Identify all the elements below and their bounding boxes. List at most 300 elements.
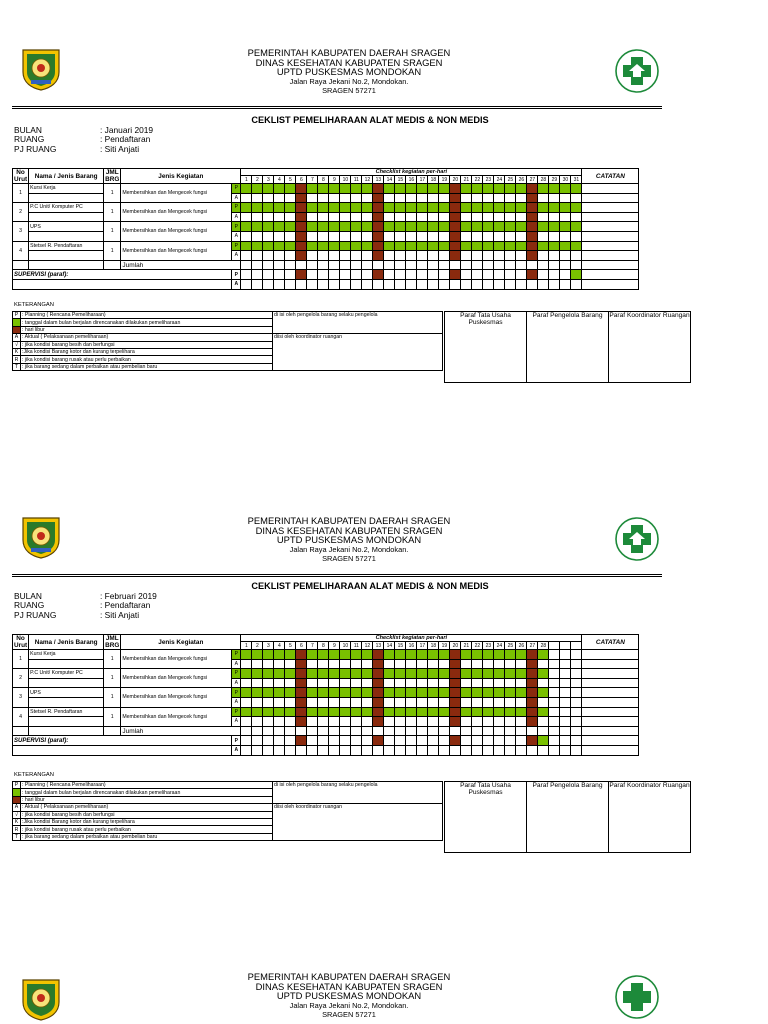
day-cell (241, 697, 252, 707)
catatan-cell (582, 678, 639, 688)
day-cell (340, 669, 351, 679)
day-cell (362, 736, 373, 746)
item-qty: 1 (104, 184, 121, 203)
day-cell (505, 707, 516, 717)
day-cell (461, 184, 472, 194)
day-cell (516, 697, 527, 707)
catatan-cell (582, 222, 639, 232)
day-cell (263, 669, 274, 679)
day-cell (439, 231, 450, 241)
day-cell (373, 650, 384, 660)
day-cell (395, 736, 406, 746)
day-cell (560, 726, 571, 736)
day-cell (296, 707, 307, 717)
day-cell (527, 697, 538, 707)
legend-symbol (13, 789, 21, 796)
day-cell (406, 659, 417, 669)
day-cell (351, 717, 362, 727)
day-cell (527, 222, 538, 232)
day-cell (274, 726, 285, 736)
day-cell (560, 212, 571, 222)
pj-label: PJ RUANG (14, 609, 57, 620)
day-cell (571, 193, 582, 203)
day-cell (472, 678, 483, 688)
day-cell (351, 279, 362, 289)
day-cell (296, 193, 307, 203)
jumlah-label: Jumlah (121, 726, 241, 736)
plan-marker: P (232, 184, 241, 194)
note-p: di isi oleh pengelola barang selaku pengelola (273, 312, 443, 334)
day-cell (538, 260, 549, 270)
day-number: 14 (384, 642, 395, 650)
day-cell (560, 650, 571, 660)
item-name: Kursi Kerja (29, 184, 104, 194)
day-cell (450, 650, 461, 660)
day-cell (362, 688, 373, 698)
day-cell (417, 697, 428, 707)
blank (29, 260, 104, 270)
day-number: 7 (307, 642, 318, 650)
day-cell (384, 193, 395, 203)
day-cell (516, 231, 527, 241)
day-cell (527, 193, 538, 203)
day-cell (362, 270, 373, 280)
day-cell (263, 184, 274, 194)
day-cell (538, 650, 549, 660)
day-cell (274, 659, 285, 669)
day-cell (395, 241, 406, 251)
day-cell (483, 736, 494, 746)
day-cell (472, 184, 483, 194)
day-cell (406, 241, 417, 251)
day-cell (428, 678, 439, 688)
day-cell (241, 203, 252, 213)
day-cell (285, 260, 296, 270)
day-cell (472, 279, 483, 289)
day-number: 25 (505, 176, 516, 184)
day-cell (406, 251, 417, 261)
day-cell (373, 203, 384, 213)
item-no: 3 (13, 688, 29, 707)
day-number: 7 (307, 176, 318, 184)
item-activity: Membersihkan dan Mengecek fungsi (121, 222, 232, 241)
paraf-heading: Paraf Pengelola Barang (527, 782, 609, 797)
item-name-blank (29, 717, 104, 727)
day-cell (560, 260, 571, 270)
blank (13, 260, 29, 270)
legend-text: : jika kondisi barang besih dan berfungsi (21, 341, 273, 348)
header-line1: PEMERINTAH KABUPATEN DAERAH SRAGEN (247, 47, 451, 58)
item-activity: Membersihkan dan Mengecek fungsi (121, 184, 232, 203)
day-number: 4 (274, 176, 285, 184)
day-cell (439, 697, 450, 707)
day-cell (384, 184, 395, 194)
day-cell (571, 678, 582, 688)
day-cell (252, 241, 263, 251)
day-cell (406, 203, 417, 213)
day-cell (384, 222, 395, 232)
header-line5: SRAGEN 57271 (322, 554, 376, 564)
th-jml: JML BRG (105, 169, 120, 183)
day-cell (329, 203, 340, 213)
legend-text: : tanggal dalam bulan berjalan direncanakan dilakukan pemeliharaan (21, 789, 273, 796)
document-title: CEKLIST PEMELIHARAAN ALAT MEDIS & NON MEDIS (251, 115, 489, 125)
paraf-table (444, 311, 691, 383)
day-cell (329, 707, 340, 717)
checklist-table (12, 168, 639, 290)
day-cell (560, 697, 571, 707)
day-cell (307, 736, 318, 746)
day-cell (307, 745, 318, 755)
day-cell (417, 669, 428, 679)
day-cell (472, 717, 483, 727)
day-cell (329, 688, 340, 698)
day-cell (560, 203, 571, 213)
day-cell (461, 251, 472, 261)
day-cell (428, 203, 439, 213)
day-cell (450, 212, 461, 222)
day-number: 22 (472, 176, 483, 184)
day-cell (571, 736, 582, 746)
legend-text: : jika kondisi barang rusak atau perlu perbaikan (21, 356, 273, 363)
plan-marker: P (232, 736, 241, 746)
day-cell (494, 184, 505, 194)
day-cell (483, 688, 494, 698)
day-cell (395, 669, 406, 679)
day-cell (538, 688, 549, 698)
day-cell (516, 212, 527, 222)
day-cell (549, 745, 560, 755)
day-cell (384, 688, 395, 698)
supervisi-label: SUPERVISI (paraf): (13, 736, 232, 746)
day-cell (362, 184, 373, 194)
day-cell (549, 726, 560, 736)
day-cell (274, 678, 285, 688)
day-cell (483, 251, 494, 261)
day-cell (307, 717, 318, 727)
item-no: 3 (13, 222, 29, 241)
note-a: diisi oleh koordinator ruangan (273, 804, 443, 841)
day-cell (373, 241, 384, 251)
day-cell (494, 697, 505, 707)
day-cell (285, 212, 296, 222)
day-cell (373, 222, 384, 232)
day-cell (505, 726, 516, 736)
day-cell (252, 203, 263, 213)
day-cell (373, 260, 384, 270)
day-cell (428, 650, 439, 660)
day-cell (362, 231, 373, 241)
day-cell (307, 193, 318, 203)
day-cell (263, 717, 274, 727)
day-cell (296, 231, 307, 241)
day-cell (417, 279, 428, 289)
day-cell (538, 678, 549, 688)
day-cell (318, 669, 329, 679)
day-cell (296, 726, 307, 736)
day-number: 26 (516, 176, 527, 184)
day-cell (252, 736, 263, 746)
day-cell (252, 251, 263, 261)
day-number (571, 642, 582, 650)
day-cell (285, 745, 296, 755)
day-cell (417, 251, 428, 261)
day-cell (439, 241, 450, 251)
day-cell (571, 726, 582, 736)
day-cell (395, 231, 406, 241)
day-cell (252, 697, 263, 707)
day-cell (560, 241, 571, 251)
day-number: 5 (285, 642, 296, 650)
day-cell (450, 241, 461, 251)
day-cell (318, 193, 329, 203)
day-cell (516, 717, 527, 727)
day-cell (384, 270, 395, 280)
day-cell (483, 231, 494, 241)
keterangan-table (12, 311, 443, 371)
day-cell (384, 650, 395, 660)
day-number: 15 (395, 642, 406, 650)
day-cell (351, 212, 362, 222)
day-cell (263, 222, 274, 232)
day-cell (384, 669, 395, 679)
day-cell (494, 193, 505, 203)
day-number: 9 (329, 176, 340, 184)
day-cell (439, 260, 450, 270)
day-cell (340, 745, 351, 755)
day-cell (384, 745, 395, 755)
day-cell (384, 260, 395, 270)
day-cell (505, 184, 516, 194)
day-cell (285, 203, 296, 213)
day-cell (285, 222, 296, 232)
day-cell (340, 231, 351, 241)
day-cell (538, 193, 549, 203)
day-cell (505, 717, 516, 727)
actual-marker: A (232, 678, 241, 688)
day-number: 29 (549, 176, 560, 184)
day-cell (439, 222, 450, 232)
day-cell (241, 184, 252, 194)
day-cell (461, 678, 472, 688)
day-cell (527, 212, 538, 222)
th-kegiatan: Jenis Kegiatan (121, 169, 241, 184)
day-cell (395, 184, 406, 194)
catatan-cell (582, 251, 639, 261)
day-cell (450, 231, 461, 241)
catatan-cell (582, 203, 639, 213)
day-number: 23 (483, 642, 494, 650)
day-cell (263, 726, 274, 736)
day-cell (241, 650, 252, 660)
day-cell (538, 184, 549, 194)
day-cell (329, 270, 340, 280)
day-cell (263, 659, 274, 669)
day-cell (362, 241, 373, 251)
blank (13, 726, 29, 736)
day-cell (571, 659, 582, 669)
day-cell (252, 650, 263, 660)
day-cell (494, 212, 505, 222)
day-cell (483, 212, 494, 222)
day-cell (439, 212, 450, 222)
puskesmas-logo-icon (614, 516, 660, 562)
day-cell (461, 193, 472, 203)
day-cell (472, 260, 483, 270)
day-cell (516, 707, 527, 717)
day-cell (274, 650, 285, 660)
day-cell (527, 726, 538, 736)
day-cell (571, 231, 582, 241)
day-cell (505, 745, 516, 755)
catatan-cell (582, 659, 639, 669)
header-rule (12, 106, 662, 109)
day-cell (472, 688, 483, 698)
day-cell (351, 726, 362, 736)
day-cell (406, 726, 417, 736)
day-cell (428, 717, 439, 727)
day-cell (461, 270, 472, 280)
day-cell (384, 241, 395, 251)
item-name-blank (29, 697, 104, 707)
jumlah-label: Jumlah (121, 260, 241, 270)
day-cell (549, 260, 560, 270)
day-cell (406, 650, 417, 660)
day-cell (560, 745, 571, 755)
day-cell (439, 717, 450, 727)
day-cell (549, 669, 560, 679)
catatan-cell (582, 717, 639, 727)
day-cell (241, 241, 252, 251)
day-number: 17 (417, 642, 428, 650)
day-cell (252, 659, 263, 669)
day-cell (483, 260, 494, 270)
day-cell (274, 707, 285, 717)
day-cell (538, 669, 549, 679)
catatan-cell (582, 212, 639, 222)
day-cell (494, 736, 505, 746)
day-number: 21 (461, 176, 472, 184)
day-cell (351, 659, 362, 669)
blank (29, 726, 104, 736)
day-cell (362, 650, 373, 660)
keterangan-label: KETERANGAN (14, 772, 54, 778)
day-cell (384, 251, 395, 261)
sragen-emblem-icon (18, 46, 64, 92)
note-a: diisi oleh koordinator ruangan (273, 334, 443, 371)
day-cell (527, 688, 538, 698)
day-cell (439, 251, 450, 261)
day-cell (505, 678, 516, 688)
day-cell (450, 669, 461, 679)
day-cell (384, 707, 395, 717)
day-cell (483, 697, 494, 707)
day-cell (285, 697, 296, 707)
day-number: 1 (241, 176, 252, 184)
day-cell (417, 678, 428, 688)
catatan-cell (582, 193, 639, 203)
day-cell (307, 279, 318, 289)
day-cell (494, 707, 505, 717)
day-number: 6 (296, 642, 307, 650)
day-number: 8 (318, 642, 329, 650)
legend-text: : Planning ( Rencana Pemeliharaan) (21, 312, 273, 319)
blank (13, 745, 232, 755)
th-checklist: Checklist kegiatan per-hari (241, 169, 582, 176)
day-cell (560, 222, 571, 232)
day-cell (274, 697, 285, 707)
day-cell (285, 231, 296, 241)
day-cell (439, 678, 450, 688)
day-cell (263, 678, 274, 688)
day-cell (461, 231, 472, 241)
day-cell (406, 184, 417, 194)
legend-text: : Aktual ( Pelaksanaan pemeliharaan) (21, 334, 273, 341)
day-cell (439, 726, 450, 736)
day-cell (329, 260, 340, 270)
day-cell (494, 650, 505, 660)
day-cell (472, 212, 483, 222)
day-cell (428, 260, 439, 270)
bulan-value: : Januari 2019 (100, 125, 154, 135)
day-cell (461, 697, 472, 707)
day-cell (351, 270, 362, 280)
day-cell (505, 270, 516, 280)
day-cell (340, 659, 351, 669)
legend-text: : jika kondisi barang rusak atau perlu perbaikan (21, 826, 273, 833)
day-cell (505, 203, 516, 213)
day-cell (450, 193, 461, 203)
day-cell (362, 707, 373, 717)
day-cell (329, 678, 340, 688)
blank (13, 279, 232, 289)
day-cell (417, 184, 428, 194)
day-cell (516, 688, 527, 698)
day-cell (241, 688, 252, 698)
day-number: 16 (406, 642, 417, 650)
day-cell (351, 688, 362, 698)
form-meta (14, 592, 157, 620)
legend-symbol (13, 326, 21, 333)
plan-marker: P (232, 222, 241, 232)
day-cell (439, 650, 450, 660)
day-cell (549, 241, 560, 251)
day-cell (351, 707, 362, 717)
paraf-heading: Paraf Pengelola Barang (527, 312, 609, 327)
day-cell (340, 678, 351, 688)
legend-symbol: K (13, 348, 21, 355)
header-line1: PEMERINTAH KABUPATEN DAERAH SRAGEN (247, 515, 451, 526)
day-cell (395, 678, 406, 688)
day-cell (362, 260, 373, 270)
day-cell (571, 203, 582, 213)
day-cell (549, 736, 560, 746)
day-cell (571, 212, 582, 222)
day-cell (527, 678, 538, 688)
day-cell (318, 270, 329, 280)
day-cell (494, 231, 505, 241)
day-cell (362, 659, 373, 669)
day-cell (340, 270, 351, 280)
day-cell (329, 241, 340, 251)
day-cell (527, 270, 538, 280)
day-cell (318, 736, 329, 746)
day-cell (362, 669, 373, 679)
day-cell (472, 659, 483, 669)
day-cell (373, 184, 384, 194)
day-cell (439, 688, 450, 698)
item-qty: 1 (104, 688, 121, 707)
